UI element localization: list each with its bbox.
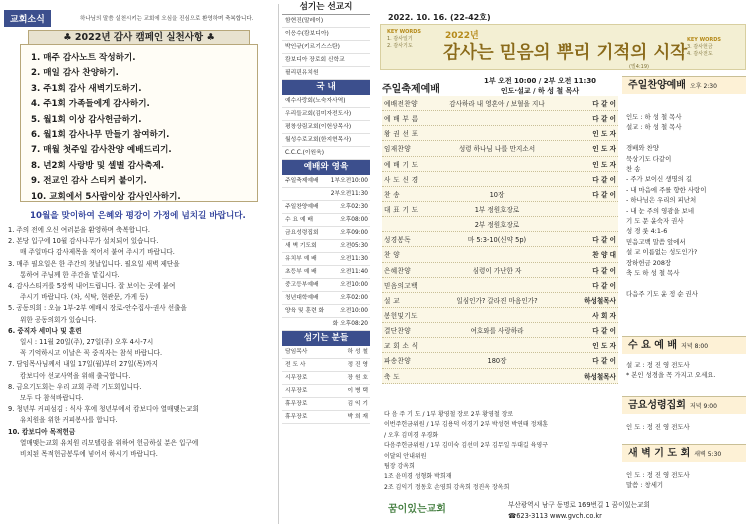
campaign-item: 2. 매일 감사 찬양하기. (31, 68, 119, 79)
theme-verse: (빌4:19) (629, 64, 649, 70)
order-item: 파송찬양 (384, 357, 412, 366)
box-title: 주일찬양예배 (628, 80, 686, 91)
notice-line: 꼭 기억하시고 이날은 꼭 중직자는 참석 바랍니다. (20, 349, 163, 358)
sunday-service-info (484, 76, 596, 96)
wed-line: 설 교 : 정 진 영 전도사 (626, 361, 690, 369)
server-row (282, 385, 370, 398)
schedule-row (282, 214, 370, 227)
notice-line: 9. 청년부 커피섬김 : 식사 후에 청년부에서 캄보디아 열매맺는교회 (8, 405, 199, 414)
service-time: 1부 오전 10:00 / 2부 오전 11:30 (484, 77, 597, 85)
missionary-item-label: 박인규(키르기스스탄) (285, 44, 340, 50)
schedule-row (282, 240, 370, 253)
notice-line: 비치된 목적헌금봉투에 넣어서 하시기 바랍니다. (20, 450, 158, 459)
domestic-item-label: 평창상림교회(이헌상목사) (285, 124, 352, 130)
prayer-line: / 오후 김미경 우경화 (384, 431, 439, 439)
order-row (382, 217, 618, 232)
order-leader: 다 같 이 (592, 100, 616, 109)
notice-line: 5. 공동의회 : 오늘 1부-2부 예배시 장로-안수집사-권사 선출을 (8, 304, 187, 313)
fri-line: 인 도 : 정 진 영 전도사 (626, 423, 690, 431)
schedule-row (282, 279, 370, 292)
phone-line: ☎623-3113 www.gvch.co.kr (508, 512, 602, 520)
notice-line: 6. 중직자 세미나 및 훈련 (8, 326, 82, 335)
campaign-item: 5. 월1회 이상 감사헌금하기. (31, 114, 142, 125)
domestic-item-label: 우리들교회(김미자전도사) (285, 111, 352, 117)
notice-line: 유치원을 위한 커피봉사를 합니다. (20, 416, 118, 425)
dawn-service-lines (622, 470, 746, 491)
notice-line: 캄보디아 선교사역을 위해 출국합니다. (20, 371, 131, 380)
order-row (382, 172, 618, 187)
schedule-row-label: 유치부 예 배 (285, 256, 317, 262)
box-title: 수 요 예 배 (628, 340, 678, 351)
box-title: 금요성령집회 (628, 400, 686, 411)
missionary-item (282, 54, 370, 67)
order-item: 결단찬양 (384, 327, 412, 336)
schedule-row-value: 오전11:30 (340, 256, 368, 262)
order-detail: 감사하라 내 영혼아 / 보혈을 지나 (449, 100, 545, 109)
info-column (282, 0, 370, 530)
domestic-item (282, 121, 370, 134)
box-title: 새 벽 기 도 회 (628, 448, 691, 459)
notice-line: 7. 담임목사님께서 내일 17일(월)부터 27일(목)까지 (8, 360, 159, 369)
notice-line: 3. 매주 필요일은 한 주간의 첫날입니다. 필요일 새벽 제단을 (8, 259, 180, 268)
worship-schedule-list (282, 175, 370, 331)
box-time: 저녁 8:00 (681, 343, 709, 350)
domestic-item (282, 147, 370, 160)
schedule-row-value: 오전05:30 (340, 243, 368, 249)
campaign-item: 7. 매월 첫주일 감사찬양 예배드리기. (31, 145, 172, 156)
praise-line: 경배와 찬양 (626, 144, 659, 153)
schedule-row-value: 오후02:30 (340, 204, 368, 210)
order-leader: 다 같 이 (592, 327, 616, 336)
campaign-item: 1. 매주 감사노트 작성하기. (31, 53, 136, 63)
order-of-service (382, 96, 618, 384)
order-row (382, 263, 618, 278)
schedule-row (282, 266, 370, 279)
missionary-item-label: 함현진(말레이) (285, 18, 324, 24)
order-leader: 다 같 이 (592, 115, 616, 124)
notice-heading: 10월을 맞이하여 은혜와 평강이 가정에 넘치길 바랍니다. (30, 211, 246, 221)
domestic-heading: 국 내 (282, 80, 370, 95)
order-item: 축 도 (384, 372, 401, 381)
schedule-row-label: 청년대학예배 (285, 295, 319, 301)
order-item: 은혜찬양 (384, 266, 412, 275)
order-item: 성경봉독 (384, 236, 412, 245)
keywords-left (387, 29, 421, 50)
box-time: 저녁 9:00 (689, 403, 717, 410)
order-leader: 다 같 이 (592, 357, 616, 366)
server-row (282, 359, 370, 372)
praise-line: 다음주 기도 윤 정 순 권사 (626, 289, 698, 298)
order-detail: 2부 정원호장로 (474, 221, 520, 230)
order-leader: 다 같 이 (592, 266, 616, 275)
bulletin-date: 2022. 10. 16. (22-42호) (388, 13, 491, 22)
praise-line: 설교 : 하 성 철 목사 (626, 123, 682, 132)
server-row-value: 김 익 기 (347, 401, 368, 407)
missionary-item (282, 15, 370, 28)
praise-service-title (622, 76, 746, 94)
section-tag: 교회소식 (4, 10, 51, 27)
prayer-line: 이번주헌금위원 / 1부 김용덕 이경기 2부 박성현 박연태 정채훈 (384, 421, 549, 429)
worship-column (378, 0, 750, 530)
notice-line: 10. 캄보디아 목적헌금 (8, 427, 76, 436)
servers-list (282, 346, 370, 424)
server-row (282, 346, 370, 359)
schedule-row (282, 175, 370, 188)
prayer-line: 다 음 주 기 도 / 1부 황영철 장로 2부 황영철 장로 (384, 411, 514, 418)
praise-line: 찬 송 (626, 165, 641, 174)
fri-service-lines (622, 422, 746, 432)
order-detail: 마 5:3-10(신약 5p) (467, 236, 527, 245)
schedule-row-label: 금요성령집회 (285, 230, 319, 236)
theme-banner (380, 24, 746, 70)
schedule-row (282, 188, 370, 201)
order-item: 예 배 부 름 (384, 115, 419, 124)
schedule-row-label: 주일축제예배 (285, 178, 319, 184)
server-row-label: 휴무장로 (285, 401, 308, 407)
servers-heading: 섬기는 분들 (282, 331, 370, 346)
order-leader: 인 도 자 (592, 160, 616, 169)
order-row (382, 247, 618, 262)
praise-line: - 주가 보이신 생명의 길 (626, 175, 692, 184)
order-row (382, 369, 618, 384)
order-leader: 다 같 이 (592, 190, 616, 199)
server-row (282, 372, 370, 385)
order-row (382, 278, 618, 293)
notice-line: 모두 다 참석바랍니다. (20, 394, 84, 403)
praise-line (626, 133, 746, 143)
praise-service-lines (622, 112, 746, 299)
server-row-value: 박 희 재 (347, 414, 368, 420)
dawn-line: 인 도 : 정 진 영 전도사 (626, 471, 690, 479)
domestic-item (282, 134, 370, 147)
order-row (382, 187, 618, 202)
schedule-row-label: 새 벽 기도회 (285, 243, 317, 249)
prayer-offering-list (384, 410, 618, 493)
order-row (382, 141, 618, 156)
schedule-row-label: 수 요 예 배 (285, 217, 313, 223)
missionary-item (282, 67, 370, 80)
server-row-label: 시무장로 (285, 388, 308, 394)
schedule-row-label: 중고등부예배 (285, 282, 319, 288)
order-row (382, 111, 618, 126)
notice-line: 2. 본당 입구에 10월 감사나무가 설치되어 있습니다. (8, 237, 159, 246)
worship-schedule-heading: 예배와 영육 (282, 160, 370, 175)
praise-line: 기 도 문 윤숙자 권사 (626, 217, 684, 226)
order-item: 찬 송 (384, 190, 401, 199)
server-row-value: 정 진 영 (347, 362, 368, 368)
server-row (282, 398, 370, 411)
order-leader: 사 회 자 (592, 312, 616, 321)
church-news-column (0, 0, 276, 530)
notice-line: 8. 금요기도회는 우리 교회 주력 기도회입니다. (8, 382, 142, 391)
order-item: 임재찬양 (384, 145, 412, 154)
order-row (382, 353, 618, 368)
campaign-item: 6. 월1회 감사나무 만들기 참여하기. (31, 130, 170, 141)
notice-line: 통하여 주님께 한 주간을 맡깁시다. (20, 270, 120, 279)
schedule-row (282, 292, 370, 305)
order-item: 사 도 신 경 (384, 175, 419, 184)
server-row-label: 전 도 사 (285, 362, 306, 368)
schedule-row-value: 오후08:00 (340, 217, 368, 223)
schedule-row-value: 오전10:00 (340, 308, 368, 314)
schedule-row-value: 2부오전11:30 (330, 191, 368, 197)
domestic-item (282, 108, 370, 121)
keyword: 4. 감사전도 (687, 51, 713, 57)
order-item: 믿음의고백 (384, 281, 418, 290)
dawn-service-title (622, 444, 746, 462)
campaign-title: ♣ 2022년 감사 캠페인 실천사항 ♣ (28, 30, 250, 45)
order-detail: 1부 정원호장로 (474, 206, 520, 215)
praise-line (626, 278, 746, 288)
order-row (382, 338, 618, 353)
keywords-label: KEY WORDS (387, 29, 422, 35)
notice-line: 일시 : 11월 20일(주), 27일(주) 오후 4시-7시 (20, 338, 154, 347)
notice-line: 위한 공동의회가 있습니다. (20, 315, 97, 324)
notice-line: 매 주일마다 감사제목을 적어서 붙여 주시기 바랍니다. (20, 248, 175, 257)
server-row-value: 하 성 철 (347, 349, 368, 355)
prayer-line: 다음주헌금위원 / 1부 김미숙 김선미 2부 김무일 두대길 육영구 (384, 442, 549, 450)
prayer-line: 이달의 안내위원 (384, 452, 427, 460)
praise-line: - 내 마음에 주를 향한 사랑이 (626, 185, 707, 194)
praise-line: 설 교 이름없는 성도인가? (626, 248, 698, 257)
missionary-list (282, 15, 370, 80)
schedule-row-value: 오전11:40 (340, 269, 368, 275)
campaign-item: 3. 주1회 감사 새벽기도하기. (31, 83, 142, 94)
order-item: 예배전찬양 (384, 100, 418, 109)
order-item: 봉헌및기도 (384, 312, 418, 321)
order-row (382, 232, 618, 247)
order-leader: 찬 양 대 (592, 251, 616, 260)
schedule-row-label: 주일찬양예배 (285, 204, 319, 210)
order-row (382, 96, 618, 111)
server-row (282, 411, 370, 424)
server-row-value: 장 원 호 (347, 375, 368, 381)
server-row-label: 담임목사 (285, 349, 308, 355)
order-leader: 다 같 이 (592, 281, 616, 290)
fri-service-title (622, 396, 746, 414)
server-row-value: 이 병 택 (347, 388, 368, 394)
theme-year: 2022년 (445, 31, 479, 41)
missionary-item (282, 28, 370, 41)
order-item: 찬 양 (384, 251, 401, 260)
notice-line: 주시기 바랍니다. (차, 식탁, 현관문, 가게 등) (20, 293, 149, 302)
order-leader: 다 같 이 (592, 175, 616, 184)
notice-line: 1. 주의 전에 오신 여러분을 환영하며 축복합니다. (8, 226, 150, 234)
schedule-row (282, 201, 370, 214)
order-row (382, 293, 618, 308)
theme-title: 감사는 믿음의 뿌리 기적의 시작 (443, 43, 688, 63)
praise-line: 장하헌금 208장 (626, 258, 672, 267)
box-time: 오후 2:30 (689, 83, 717, 90)
order-leader: 하성철목사 (584, 372, 616, 381)
order-leader: 다 같 이 (592, 236, 616, 245)
campaign-list (20, 44, 258, 202)
prayer-line: 2조 김익기 정동호 손영희 강옥희 정진옥 장옥희 (384, 483, 510, 491)
schedule-row-value: 1부오전10:00 (330, 178, 368, 184)
order-leader: 인 도 자 (592, 130, 616, 139)
order-item: 예 배 기 도 (384, 160, 419, 169)
order-detail: 일심인가? 갈라진 마음인가? (456, 296, 538, 305)
order-item: 교 회 소 식 (384, 342, 419, 351)
praise-line: 묵상기도 다같이 (626, 154, 672, 163)
praise-line: 성 경 룻 4:1-6 (626, 227, 668, 236)
order-row (382, 157, 618, 172)
address-line: 부산광역시 남구 동명로 169번길 1 꿈이있는교회 (508, 501, 650, 509)
schedule-row-value: 오전10:00 (340, 282, 368, 288)
prayer-line: 1조 윤미경 성형화 박희재 (384, 473, 452, 481)
intro-text: 하나님의 말씀 실천시키는 교회에 오심을 진심으로 환영하며 축복합니다. (80, 16, 254, 22)
praise-line: - 내 눈 주의 영광을 보네 (626, 206, 695, 215)
order-detail: 성령 하나님 나를 만지소서 (458, 145, 536, 154)
praise-line: 인도 : 하 성 철 목사 (626, 113, 682, 121)
order-item: 대 표 기 도 (384, 206, 419, 215)
prayer-line: 팀장 강옥희 (384, 463, 415, 471)
schedule-row-label: 초등부 예 배 (285, 269, 317, 275)
schedule-row-label: 양육 및 훈련 화 (285, 308, 325, 314)
church-logo: 꿈이있는교회 (388, 504, 446, 515)
order-detail: 10장 (489, 190, 505, 199)
schedule-row (282, 318, 370, 331)
notice-line: 4. 감사스티커를 5장씩 내어드립니다. 잘 보이는 곳에 붙여 (8, 282, 176, 291)
wed-service-title (622, 336, 746, 354)
wed-line: * 본인 성경을 꼭 가지고 오세요. (626, 371, 716, 380)
keyword: 2. 감사기도 (387, 43, 413, 49)
column-divider (278, 4, 279, 524)
schedule-row-value: 화 오후08:20 (332, 321, 368, 327)
campaign-item: 9. 전교인 감사 스티커 붙이기. (31, 176, 147, 187)
order-leader: 인 도 자 (592, 145, 616, 154)
order-detail: 심령이 가난한 자 (472, 266, 522, 275)
keywords-label: KEY WORDS (687, 37, 722, 43)
campaign-item: 8. 년2회 사랑방 및 셀별 감사축제. (31, 160, 165, 171)
dawn-line: 말씀 : 창세기 (626, 481, 664, 490)
keywords-right (687, 37, 721, 58)
server-row-label: 시무장로 (285, 375, 308, 381)
schedule-row-value: 오후02:00 (340, 295, 368, 301)
service-lead: 인도·설교 / 하 성 철 목사 (500, 87, 580, 95)
schedule-row (282, 227, 370, 240)
missionary-item-label: 캄보디아 장로회 신학교 (285, 57, 345, 63)
wed-service-lines (622, 360, 746, 381)
order-row (382, 126, 618, 141)
campaign-item: 10. 교회에서 5사람이상 감사인사하기. (31, 191, 181, 202)
order-row (382, 308, 618, 323)
server-row-label: 휴무장로 (285, 414, 308, 420)
missionary-item (282, 41, 370, 54)
praise-line: 축 도 하 성 철 목사 (626, 269, 680, 278)
order-item: 설 교 (384, 296, 401, 305)
church-address (508, 500, 650, 522)
domestic-list (282, 95, 370, 160)
order-leader: 인 도 자 (592, 342, 616, 351)
missionary-item-label: 필리핀유치원 (285, 70, 319, 76)
notice-line: 열매맺는교회 유치원 리모델링을 위하여 헌금하실 분은 입구에 (20, 438, 199, 447)
notice-list (8, 225, 272, 460)
order-detail: 180장 (487, 357, 507, 366)
sunday-service-title: 주일축제예배 (382, 84, 440, 95)
domestic-item-label: C.C.C.(이원욱) (285, 150, 324, 156)
domestic-item-label: 예수사랑회(노숙자사역) (285, 98, 346, 104)
order-leader: 하성철목사 (584, 296, 616, 305)
schedule-row-value: 오후09:00 (340, 230, 368, 236)
missionary-heading: 섬기는 선교지 (282, 0, 370, 15)
order-row (382, 202, 618, 217)
order-row (382, 323, 618, 338)
box-time: 새벽 5:30 (694, 451, 722, 458)
domestic-item-label: 월성수로교회(한지현목사) (285, 137, 352, 143)
keyword: 1. 감사일기 (387, 36, 413, 42)
keyword: 3. 감사헌금 (687, 44, 713, 50)
order-detail: 여호와를 사랑하라 (470, 327, 524, 336)
praise-line: - 하나님은 우리의 피난처 (626, 196, 697, 205)
missionary-item-label: 이응수(캄보디아) (285, 31, 329, 37)
campaign-item: 4. 주1회 가족들에게 감사하기. (31, 99, 150, 110)
schedule-row (282, 305, 370, 318)
order-item: 왕 권 선 포 (384, 130, 419, 139)
schedule-row (282, 253, 370, 266)
domestic-item (282, 95, 370, 108)
praise-line: 믿음고백 말씀 앞에서 (626, 237, 686, 246)
